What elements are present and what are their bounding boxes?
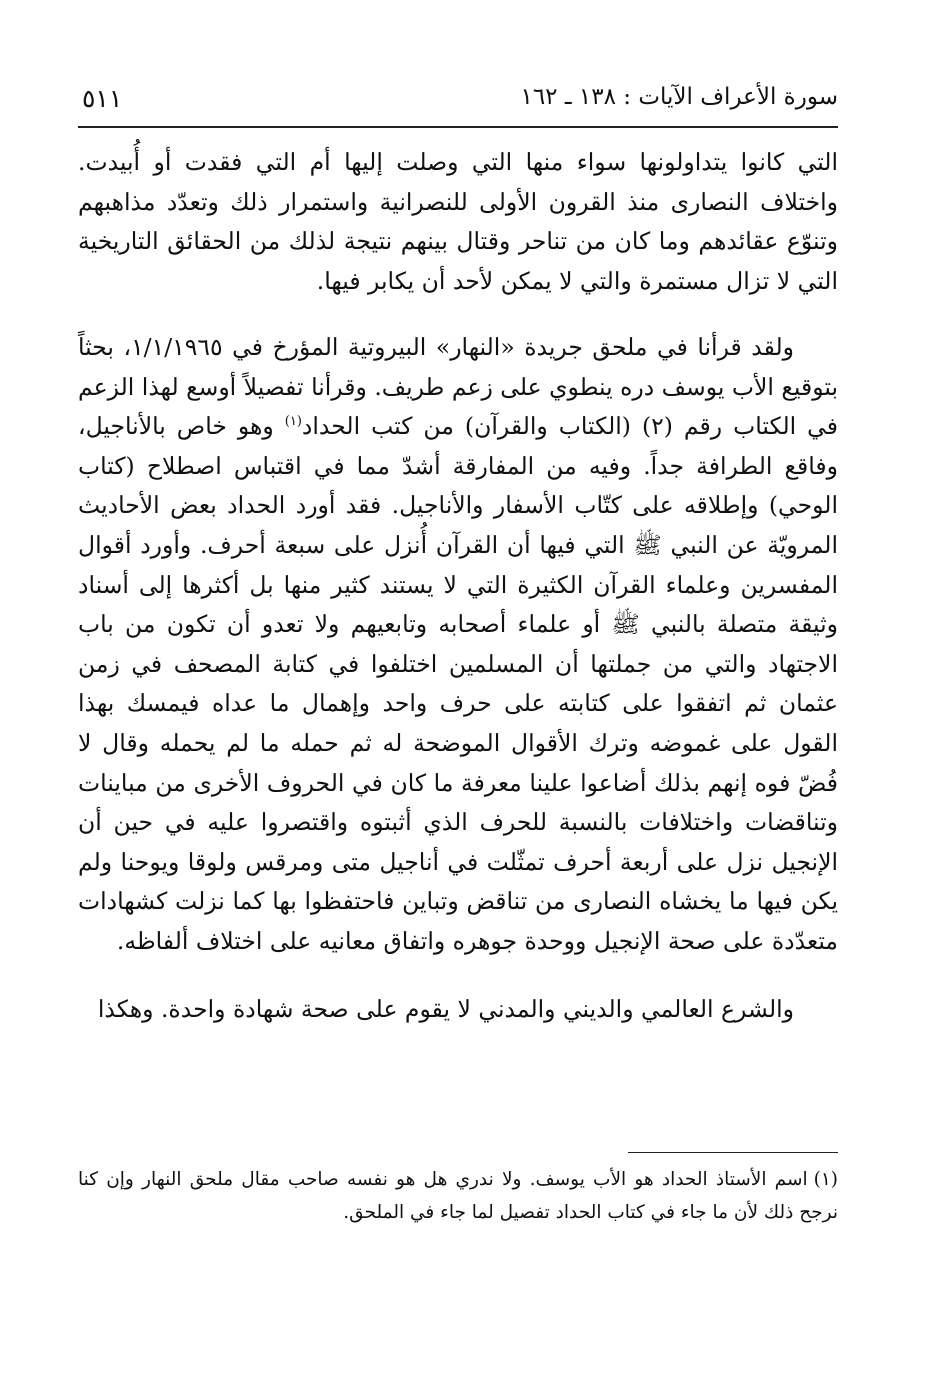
paragraph-text: وهو خاص بالأناجيل، وفاقع الطرافة جداً. وفيه من المفارقة أشدّ مما في اقتباس اصطلاح (كتاب الوحي) وإطلاقه على كتّاب الأسفار والأناجيل. فقد أورد الحداد بعض الأحاديث المرويّة عن النبي ﷺ التي فيها أن القرآن أُنزل على سبعة أحرف. وأورد أقوال المفسرين وعلماء القرآن الكثيرة التي لا يستند كثير منها بل أكثرها إلى أسناد وثيقة متصلة بالنبي ﷺ أو علماء أصحابه وتابعيهم ولا تعدو أن تكون من باب الاجتهاد والتي من جملتها أن المسلمين اختلفوا في كتابة المصحف في زمن عثمان ثم اتفقوا على كتابته على حرف واحد وإهمال ما عداه فيمسك بهذا القول على غموضه وترك الأقوال الموضحة له ثم حمله ما لم يحمله وقال لا فُضّ فوه إنهم بذلك أضاعوا علينا معرفة ما كان في الحروف الأخرى من مباينات وتناقضات واختلافات بالنسبة للحرف الذي أثبتوه واقتصروا عليه في حين أن الإنجيل نزل على أربعة أحرف تمثّلت في أناجيل متى ومرقس ولوقا ويوحنا ولم يكن فيها ما يخشاه النصارى من تناقض وتباين فاحتفظوا بها كما نزلت كشهادات متعدّدة على صحة الإنجيل ووحدة جوهره واتفاق معانيه على اختلاف ألفاظه.: [78, 412, 838, 955]
running-header: [78, 82, 838, 128]
paragraph: [78, 328, 838, 962]
footnote-reference: (١): [284, 414, 302, 430]
paragraph: والشرع العالمي والديني والمدني لا يقوم على صحة شهادة واحدة. وهكذا: [97, 994, 794, 1023]
header-title: سورة الأعراف الآيات : ١٣٨ ـ ١٦٢: [520, 84, 838, 110]
page-number: ٥١١: [82, 84, 123, 113]
footnote-marker: (١): [813, 1169, 838, 1190]
footnote-text: اسم الأستاذ الحداد هو الأب يوسف. ولا ندري هل هو نفسه صاحب مقال ملحق النهار وإن كنا نرجح ذلك لأن ما جاء في كتاب الحداد تفصيل لما جاء في الملحق.: [78, 1169, 838, 1223]
main-text: [78, 143, 838, 1029]
footnote-divider: [628, 1152, 838, 1153]
footnotes: [78, 1163, 838, 1229]
paragraph-text: ولقد قرأنا في ملحق جريدة «النهار» البيروتية المؤرخ في ١/١/١٩٦٥، بحثاً بتوقيع الأب يوسف دره ينطوي على زعم طريف. وقرأنا تفصيلاً أوسع لهذا الزعم في الكتاب رقم (٢) (الكتاب والقرآن) من كتب الحداد: [78, 333, 838, 441]
footnote: [78, 1163, 838, 1229]
paragraph: التي كانوا يتداولونها سواء منها التي وصلت إليها أم التي فقدت أو أُبيدت. واختلاف النصارى منذ القرون الأولى للنصرانية واستمرار ذلك وتعدّد مذاهبهم وتنوّع عقائدهم وما كان من تناحر وقتال بينهم نتيجة لذلك من الحقائق التاريخية التي لا تزال مستمرة والتي لا يمكن لأحد أن يكابر فيها.: [78, 148, 838, 295]
